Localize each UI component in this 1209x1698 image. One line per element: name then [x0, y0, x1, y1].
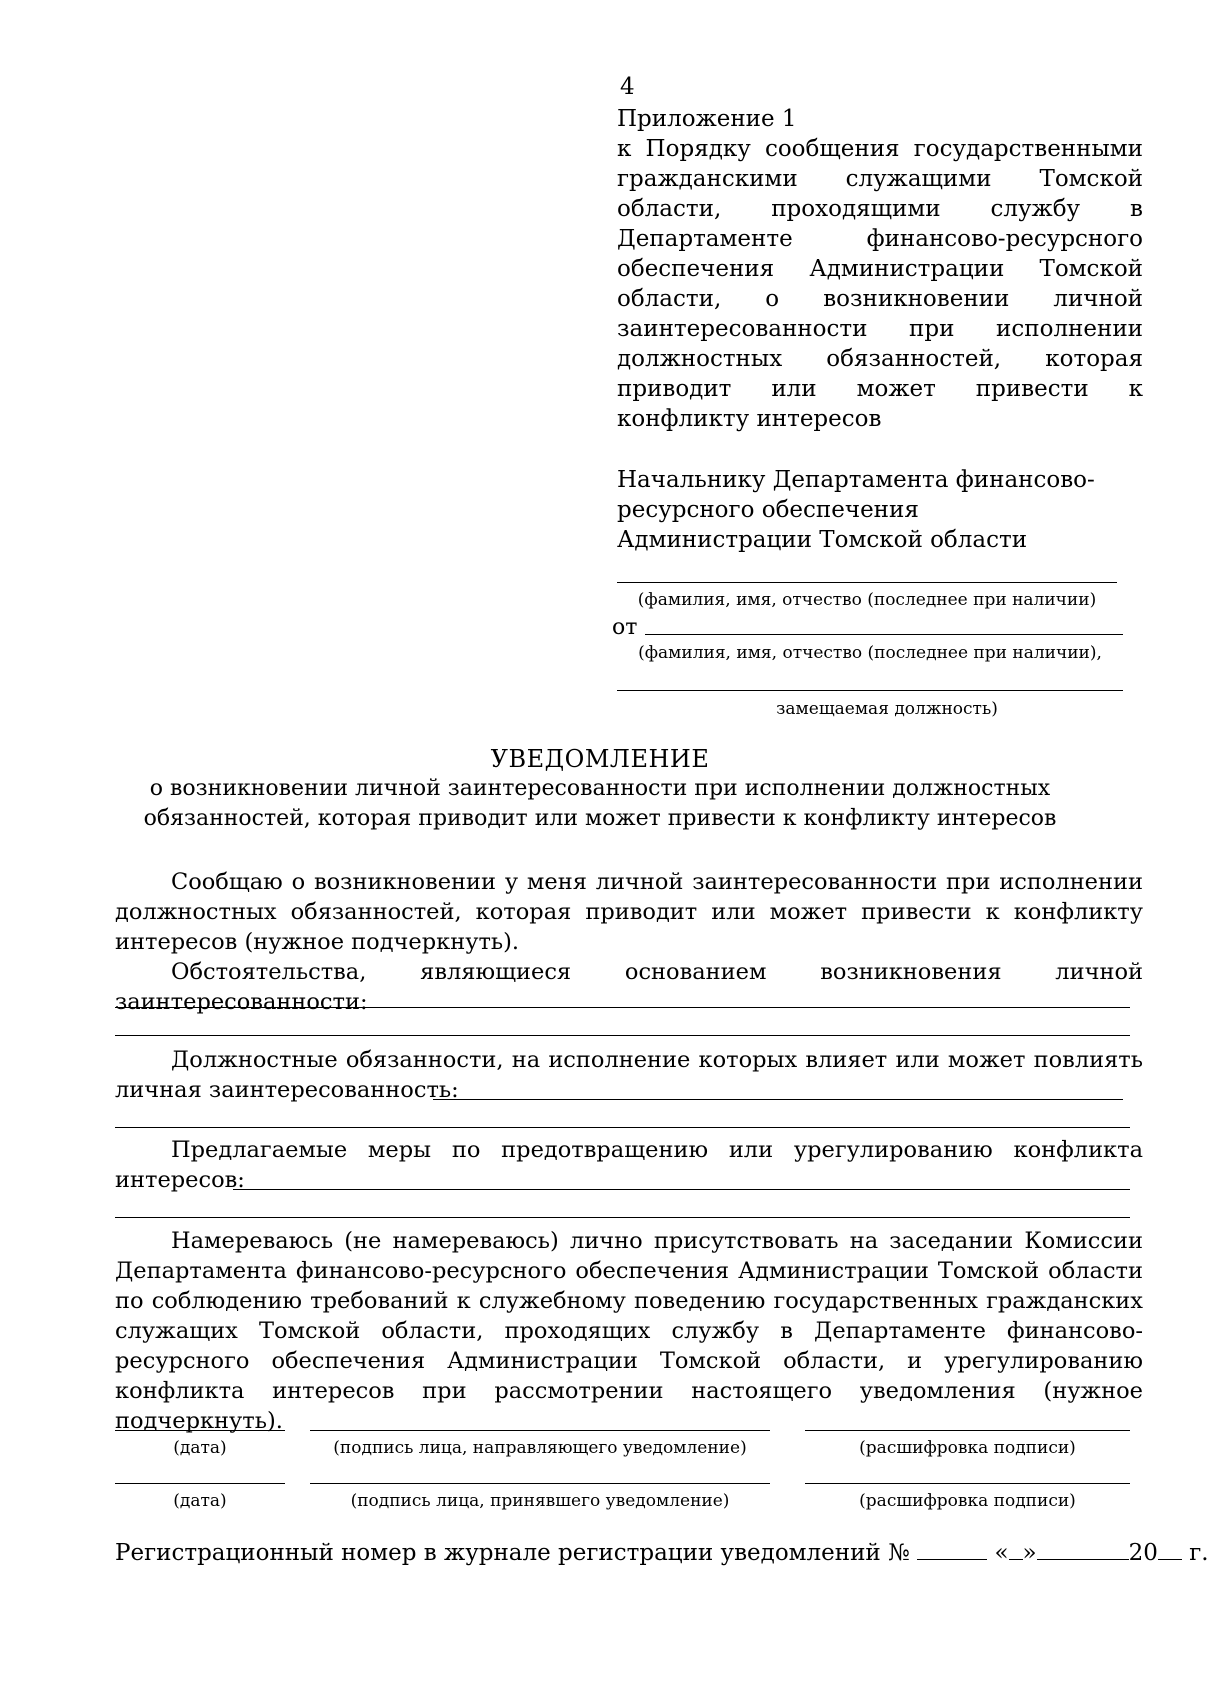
registration-month-field[interactable]: [1037, 1537, 1129, 1560]
registration-number-field[interactable]: [917, 1537, 987, 1560]
paragraph-duties-line2: личная заинтересованность:: [115, 1077, 459, 1103]
sender-decoding-line[interactable]: [805, 1430, 1130, 1431]
sender-decoding-caption: (расшифровка подписи): [859, 1438, 1076, 1458]
measures-line-2[interactable]: [115, 1217, 1130, 1218]
quote-close: »: [1022, 1540, 1037, 1566]
paragraph-measures-line1: Предлагаемые меры по предотвращению или урегулированию конфликта: [171, 1137, 1143, 1163]
fio-caption-2: (фамилия, имя, отчество (последнее при наличии),: [638, 643, 1102, 663]
measures-line-1[interactable]: [233, 1189, 1130, 1190]
sender-signature-caption: (подпись лица, направляющего уведомление): [333, 1438, 747, 1458]
paragraph-measures-line2: интересов:: [115, 1167, 245, 1193]
quote-open: «: [994, 1540, 1009, 1566]
from-label: от: [612, 615, 638, 640]
date-line-1[interactable]: [115, 1430, 285, 1431]
duties-line-1[interactable]: [433, 1099, 1123, 1100]
appendix-title: Приложение 1: [617, 106, 797, 132]
circumstances-line-2[interactable]: [115, 1035, 1130, 1036]
sender-signature-line[interactable]: [310, 1430, 770, 1431]
duties-line-2[interactable]: [115, 1127, 1130, 1128]
fio-caption-1: (фамилия, имя, отчество (последнее при наличии): [637, 590, 1097, 610]
notice-subtitle-line2: обязанностей, которая приводит или может привести к конфликту интересов: [143, 806, 1057, 831]
sender-fio-line[interactable]: [645, 634, 1123, 635]
registration-label: Регистрационный номер в журнале регистрации уведомлений №: [115, 1540, 910, 1566]
appendix-text: к Порядку сообщения государственными гражданскими служащими Томской области, проходящими службу в Департаменте финансово-ресурсного обеспечения Администрации Томской области, о возникновении личной заинтересованности при исполнении должностных обязанностей, которая приводит или может привести к конфликту интересов: [617, 136, 1143, 432]
registration-day-field[interactable]: [1009, 1537, 1023, 1560]
notice-title: УВЕДОМЛЕНИЕ: [490, 745, 710, 773]
notice-subtitle-line1: о возникновении личной заинтересованности при исполнении должностных: [149, 776, 1051, 801]
year-suffix: г.: [1189, 1540, 1209, 1566]
addressee-fio-line[interactable]: [617, 582, 1117, 583]
addressee-text: Начальнику Департамента финансово-ресурсного обеспечения Администрации Томской области: [617, 467, 1095, 553]
year-prefix: 20: [1128, 1540, 1158, 1566]
date-line-2[interactable]: [115, 1483, 285, 1484]
page-number: 4: [620, 74, 635, 100]
registration-year-field[interactable]: [1158, 1537, 1182, 1560]
sender-position-line[interactable]: [617, 690, 1123, 691]
date-caption-2: (дата): [173, 1491, 227, 1511]
paragraph-duties-line1: Должностные обязанности, на исполнение которых влияет или может повлиять: [171, 1047, 1143, 1073]
appendix-block: [617, 104, 1143, 434]
circumstances-line-1[interactable]: [115, 1007, 1130, 1008]
paragraph-circumstances: Обстоятельства, являющиеся основанием возникновения личной заинтересованности:: [115, 959, 1143, 1015]
position-caption: замещаемая должность): [776, 699, 998, 719]
receiver-decoding-line[interactable]: [805, 1483, 1130, 1484]
registration-line: [115, 1537, 1209, 1566]
date-caption-1: (дата): [173, 1438, 227, 1458]
paragraph-intent: Намереваюсь (не намереваюсь) лично присутствовать на заседании Комиссии Департамента финансово-ресурсного обеспечения Администрации Томской области по соблюдению требований к служебному поведению государственных гражданских служащих Томской области, проходящих службу в Департаменте финансово-ресурсного обеспечения Администрации Томской области, и урегулированию конфликта интересов при рассмотрении настоящего уведомления (нужное подчеркнуть).: [115, 1228, 1143, 1434]
paragraph-report: Сообщаю о возникновении у меня личной заинтересованности при исполнении должностных обязанностей, которая приводит или может привести к конфликту интересов (нужное подчеркнуть).: [115, 869, 1143, 955]
receiver-signature-caption: (подпись лица, принявшего уведомление): [350, 1491, 730, 1511]
receiver-decoding-caption: (расшифровка подписи): [859, 1491, 1076, 1511]
receiver-signature-line[interactable]: [310, 1483, 770, 1484]
